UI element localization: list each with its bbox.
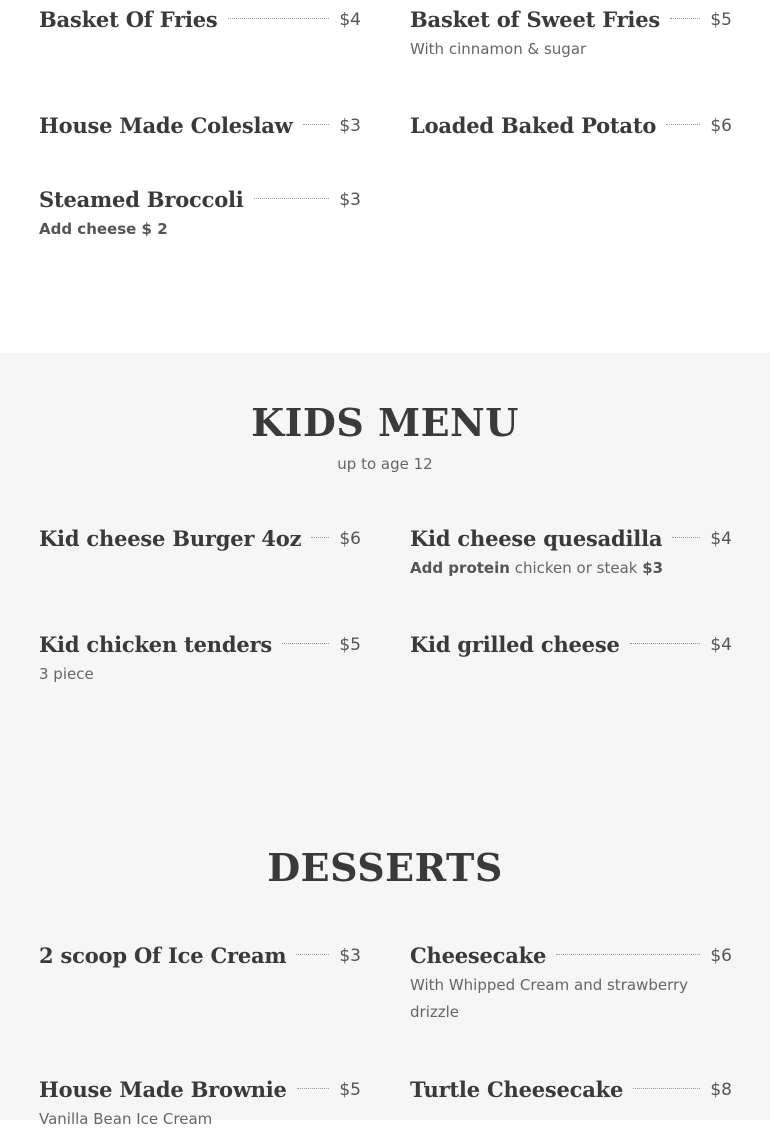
item-price: $4 — [710, 528, 732, 549]
item-price: $4 — [710, 634, 732, 655]
item-description: Vanilla Bean Ice Cream — [39, 1110, 213, 1128]
menu-item — [39, 526, 361, 551]
dotted-leader — [297, 1088, 330, 1089]
dotted-leader — [666, 124, 700, 125]
item-price: $3 — [339, 945, 361, 966]
item-price: $3 — [339, 189, 361, 210]
item-price: $5 — [339, 1079, 361, 1100]
item-name: House Made Brownie — [39, 1077, 287, 1102]
item-description: 3 piece — [39, 665, 94, 683]
item-description-price: $3 — [642, 559, 664, 577]
item-name: Turtle Cheesecake — [410, 1077, 624, 1102]
dotted-leader — [228, 18, 330, 19]
dotted-leader — [672, 537, 700, 538]
dotted-leader — [670, 18, 700, 19]
dotted-leader — [282, 643, 329, 644]
item-name: Kid grilled cheese — [410, 632, 620, 657]
item-name: House Made Coleslaw — [39, 113, 293, 138]
item-name: Kid chicken tenders — [39, 632, 272, 657]
item-description: With cinnamon & sugar — [410, 40, 587, 58]
section-title-desserts: DESSERTS — [267, 845, 503, 890]
menu-item — [410, 1077, 732, 1102]
menu-item — [410, 7, 732, 63]
dotted-leader — [633, 1088, 700, 1089]
item-name: Kid cheese Burger 4oz — [39, 526, 302, 551]
item-price: $6 — [339, 528, 361, 549]
item-name: Steamed Broccoli — [39, 187, 244, 212]
dotted-leader — [311, 537, 329, 538]
item-description-strong: Add protein — [410, 559, 510, 577]
dotted-leader — [254, 198, 330, 199]
menu-item — [410, 943, 732, 1026]
menu-item — [39, 187, 361, 243]
item-price: $6 — [710, 115, 732, 136]
item-name: Basket of Sweet Fries — [410, 7, 660, 32]
section-title-kids: KIDS MENU — [251, 400, 519, 445]
item-description — [410, 555, 732, 582]
item-price: $5 — [339, 634, 361, 655]
item-price: $8 — [710, 1079, 732, 1100]
menu-item — [410, 526, 732, 582]
item-name: 2 scoop Of Ice Cream — [39, 943, 287, 968]
dotted-leader — [303, 124, 330, 125]
menu-item — [410, 632, 732, 657]
dotted-leader — [630, 643, 701, 644]
item-name: Loaded Baked Potato — [410, 113, 657, 138]
item-price: $6 — [710, 945, 732, 966]
item-price: $5 — [710, 9, 732, 30]
item-price: $3 — [339, 115, 361, 136]
menu-item — [39, 113, 361, 138]
item-description-text: chicken or steak — [514, 559, 638, 577]
item-name: Basket Of Fries — [39, 7, 218, 32]
item-name: Cheesecake — [410, 943, 547, 968]
item-name: Kid cheese quesadilla — [410, 526, 663, 551]
dotted-leader — [556, 954, 700, 955]
menu-item — [39, 632, 361, 688]
item-description: With Whipped Cream and strawberry drizzle — [410, 976, 689, 1021]
menu-item — [39, 943, 361, 968]
menu-item — [39, 7, 361, 32]
section-subtitle-kids: up to age 12 — [337, 455, 433, 473]
menu-item — [410, 113, 732, 138]
menu-item — [39, 1077, 361, 1133]
item-description: Add cheese $ 2 — [39, 220, 168, 238]
item-price: $4 — [339, 9, 361, 30]
dotted-leader — [296, 954, 329, 955]
